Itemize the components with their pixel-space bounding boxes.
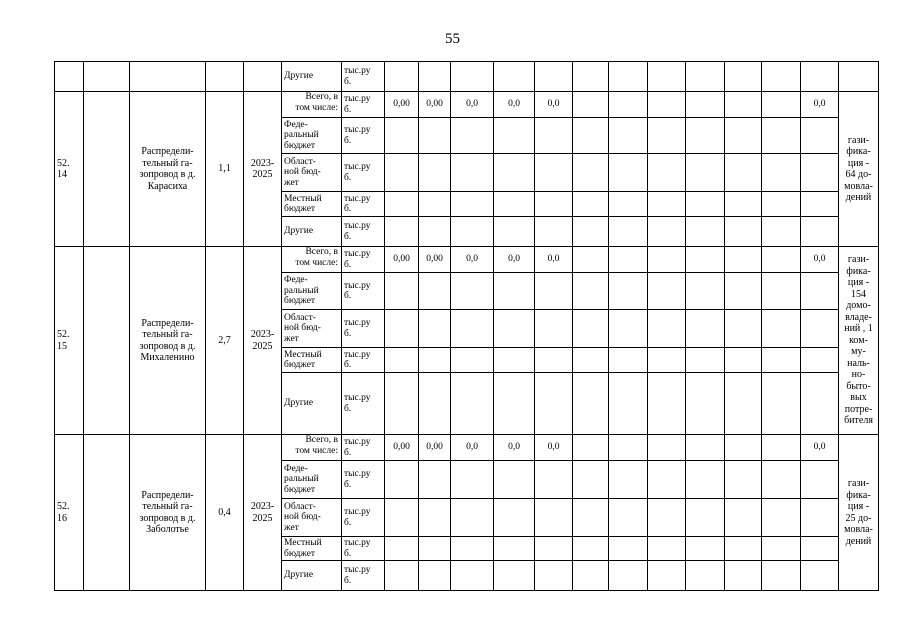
- project-length: 2,7: [206, 247, 244, 435]
- empty-cell: [609, 192, 648, 217]
- empty-cell: [573, 373, 609, 435]
- empty-cell: [494, 118, 535, 154]
- empty-cell: [419, 217, 451, 247]
- funding-source: Всего, в том числе:: [282, 92, 342, 118]
- funding-source: Всего, в том числе:: [282, 247, 342, 273]
- empty-cell: [801, 310, 839, 348]
- unit-cell: тыс.ру б.: [342, 217, 385, 247]
- empty-cell: [535, 561, 573, 591]
- funding-source: Другие: [282, 373, 342, 435]
- empty-cell: [494, 348, 535, 373]
- project-length: 1,1: [206, 92, 244, 247]
- empty-cell: [762, 92, 801, 118]
- project-index: 52. 14: [55, 92, 84, 247]
- empty-cell: [84, 92, 130, 247]
- value-cell: 0,0: [535, 247, 573, 273]
- empty-cell: [686, 461, 725, 499]
- value-cell: 0,00: [385, 92, 419, 118]
- value-cell: 0,0: [451, 92, 494, 118]
- empty-cell: [535, 62, 573, 92]
- empty-cell: [451, 192, 494, 217]
- empty-cell: [762, 499, 801, 537]
- empty-cell: [385, 192, 419, 217]
- empty-cell: [573, 499, 609, 537]
- value-cell: 0,00: [419, 435, 451, 461]
- empty-cell: [686, 154, 725, 192]
- project-result: гази- фика- ция - 64 до- мовла- дений: [839, 92, 879, 247]
- empty-cell: [648, 118, 686, 154]
- empty-cell: [494, 62, 535, 92]
- empty-cell: [84, 62, 130, 92]
- empty-cell: [609, 92, 648, 118]
- unit-cell: тыс.ру б.: [342, 537, 385, 561]
- unit-cell: тыс.ру б.: [342, 348, 385, 373]
- result-cell-empty: [839, 62, 879, 92]
- empty-cell: [451, 217, 494, 247]
- empty-cell: [494, 499, 535, 537]
- funding-source: Феде- ральный бюджет: [282, 273, 342, 310]
- empty-cell: [648, 154, 686, 192]
- empty-cell: [762, 537, 801, 561]
- empty-cell: [609, 118, 648, 154]
- project-years: 2023- 2025: [244, 435, 282, 591]
- empty-cell: [535, 461, 573, 499]
- empty-cell: [494, 537, 535, 561]
- empty-cell: [451, 118, 494, 154]
- empty-cell: [801, 537, 839, 561]
- unit-cell: тыс.ру б.: [342, 154, 385, 192]
- empty-cell: [535, 348, 573, 373]
- empty-cell: [762, 118, 801, 154]
- empty-cell: [762, 192, 801, 217]
- empty-cell: [573, 62, 609, 92]
- value-cell: 0,00: [419, 247, 451, 273]
- empty-cell: [801, 499, 839, 537]
- unit-cell: тыс.ру б.: [342, 247, 385, 273]
- empty-cell: [573, 348, 609, 373]
- empty-cell: [648, 537, 686, 561]
- empty-cell: [535, 310, 573, 348]
- empty-cell: [573, 273, 609, 310]
- funding-source: Другие: [282, 561, 342, 591]
- empty-cell: [494, 310, 535, 348]
- table-row: [55, 247, 879, 273]
- empty-cell: [801, 118, 839, 154]
- unit-cell: тыс.ру б.: [342, 62, 385, 92]
- empty-cell: [535, 373, 573, 435]
- empty-cell: [686, 217, 725, 247]
- empty-cell: [573, 435, 609, 461]
- empty-cell: [535, 273, 573, 310]
- empty-cell: [801, 62, 839, 92]
- empty-cell: [573, 92, 609, 118]
- empty-cell: [762, 62, 801, 92]
- funding-source: Местный бюджет: [282, 348, 342, 373]
- empty-cell: [609, 537, 648, 561]
- empty-cell: [801, 154, 839, 192]
- empty-cell: [451, 561, 494, 591]
- empty-cell: [55, 62, 84, 92]
- value-cell: 0,00: [385, 435, 419, 461]
- project-result: гази- фика- ция - 25 до- мовла- дений: [839, 435, 879, 591]
- empty-cell: [648, 273, 686, 310]
- empty-cell: [762, 273, 801, 310]
- funding-source: Област- ной бюд- жет: [282, 154, 342, 192]
- empty-cell: [419, 62, 451, 92]
- empty-cell: [609, 435, 648, 461]
- unit-cell: тыс.ру б.: [342, 92, 385, 118]
- empty-cell: [648, 561, 686, 591]
- empty-cell: [385, 273, 419, 310]
- empty-cell: [648, 62, 686, 92]
- empty-cell: [686, 499, 725, 537]
- empty-cell: [244, 62, 282, 92]
- empty-cell: [725, 118, 762, 154]
- project-years: 2023- 2025: [244, 247, 282, 435]
- value-cell: 0,0: [801, 435, 839, 461]
- empty-cell: [535, 537, 573, 561]
- empty-cell: [762, 154, 801, 192]
- source-cell: Другие: [282, 62, 342, 92]
- empty-cell: [419, 273, 451, 310]
- empty-cell: [725, 537, 762, 561]
- empty-cell: [494, 273, 535, 310]
- empty-cell: [385, 373, 419, 435]
- funding-source: Област- ной бюд- жет: [282, 499, 342, 537]
- empty-cell: [573, 461, 609, 499]
- empty-cell: [609, 154, 648, 192]
- empty-cell: [451, 310, 494, 348]
- value-cell: 0,0: [451, 247, 494, 273]
- project-index: 52. 16: [55, 435, 84, 591]
- project-index: 52. 15: [55, 247, 84, 435]
- empty-cell: [451, 348, 494, 373]
- empty-cell: [385, 348, 419, 373]
- empty-cell: [725, 561, 762, 591]
- empty-cell: [725, 62, 762, 92]
- value-cell: 0,00: [419, 92, 451, 118]
- empty-cell: [419, 461, 451, 499]
- empty-cell: [648, 499, 686, 537]
- table-row: [55, 92, 879, 118]
- value-cell: 0,0: [494, 247, 535, 273]
- empty-cell: [725, 310, 762, 348]
- empty-cell: [725, 217, 762, 247]
- value-cell: 0,0: [494, 435, 535, 461]
- table-row-carryover: [55, 62, 879, 92]
- empty-cell: [419, 561, 451, 591]
- empty-cell: [648, 92, 686, 118]
- empty-cell: [84, 247, 130, 435]
- empty-cell: [609, 561, 648, 591]
- empty-cell: [573, 561, 609, 591]
- empty-cell: [686, 373, 725, 435]
- empty-cell: [609, 247, 648, 273]
- project-length: 0,4: [206, 435, 244, 591]
- empty-cell: [385, 537, 419, 561]
- empty-cell: [762, 435, 801, 461]
- empty-cell: [609, 348, 648, 373]
- empty-cell: [573, 310, 609, 348]
- empty-cell: [762, 310, 801, 348]
- empty-cell: [385, 310, 419, 348]
- empty-cell: [419, 154, 451, 192]
- empty-cell: [725, 435, 762, 461]
- empty-cell: [385, 561, 419, 591]
- empty-cell: [385, 62, 419, 92]
- empty-cell: [451, 62, 494, 92]
- empty-cell: [451, 537, 494, 561]
- empty-cell: [686, 561, 725, 591]
- empty-cell: [419, 310, 451, 348]
- empty-cell: [648, 435, 686, 461]
- empty-cell: [762, 373, 801, 435]
- empty-cell: [648, 373, 686, 435]
- empty-cell: [385, 217, 419, 247]
- empty-cell: [419, 118, 451, 154]
- empty-cell: [686, 247, 725, 273]
- empty-cell: [609, 310, 648, 348]
- empty-cell: [535, 154, 573, 192]
- empty-cell: [419, 499, 451, 537]
- funding-source: Всего, в том числе:: [282, 435, 342, 461]
- funding-source: Феде- ральный бюджет: [282, 461, 342, 499]
- value-cell: 0,0: [451, 435, 494, 461]
- empty-cell: [762, 561, 801, 591]
- project-name: Распредели- тельный га- зопровод в д. Михаленино: [130, 247, 206, 435]
- empty-cell: [801, 217, 839, 247]
- empty-cell: [801, 373, 839, 435]
- empty-cell: [609, 461, 648, 499]
- project-result: гази- фика- ция - 154 домо- владе- ний , 1 ком- му- наль- но- быто- вых потре- бителя: [839, 247, 879, 435]
- empty-cell: [762, 461, 801, 499]
- empty-cell: [573, 537, 609, 561]
- empty-cell: [494, 561, 535, 591]
- empty-cell: [686, 118, 725, 154]
- empty-cell: [573, 247, 609, 273]
- empty-cell: [686, 310, 725, 348]
- empty-cell: [609, 499, 648, 537]
- empty-cell: [451, 499, 494, 537]
- empty-cell: [385, 461, 419, 499]
- unit-cell: тыс.ру б.: [342, 435, 385, 461]
- empty-cell: [686, 435, 725, 461]
- empty-cell: [725, 92, 762, 118]
- empty-cell: [419, 192, 451, 217]
- value-cell: 0,0: [801, 92, 839, 118]
- empty-cell: [494, 461, 535, 499]
- empty-cell: [725, 273, 762, 310]
- unit-cell: тыс.ру б.: [342, 461, 385, 499]
- unit-cell: тыс.ру б.: [342, 118, 385, 154]
- empty-cell: [451, 273, 494, 310]
- empty-cell: [573, 192, 609, 217]
- empty-cell: [762, 247, 801, 273]
- empty-cell: [801, 273, 839, 310]
- empty-cell: [535, 192, 573, 217]
- empty-cell: [648, 461, 686, 499]
- empty-cell: [130, 62, 206, 92]
- empty-cell: [535, 118, 573, 154]
- empty-cell: [494, 192, 535, 217]
- empty-cell: [801, 461, 839, 499]
- empty-cell: [451, 373, 494, 435]
- funding-source: Област- ной бюд- жет: [282, 310, 342, 348]
- table-row: [55, 435, 879, 461]
- unit-cell: тыс.ру б.: [342, 192, 385, 217]
- unit-cell: тыс.ру б.: [342, 310, 385, 348]
- unit-cell: тыс.ру б.: [342, 273, 385, 310]
- project-name: Распредели- тельный га- зопровод в д. Заболотье: [130, 435, 206, 591]
- empty-cell: [494, 154, 535, 192]
- empty-cell: [762, 348, 801, 373]
- empty-cell: [494, 217, 535, 247]
- empty-cell: [725, 461, 762, 499]
- empty-cell: [648, 217, 686, 247]
- empty-cell: [686, 348, 725, 373]
- empty-cell: [725, 247, 762, 273]
- unit-cell: тыс.ру б.: [342, 561, 385, 591]
- empty-cell: [451, 461, 494, 499]
- empty-cell: [573, 154, 609, 192]
- empty-cell: [725, 499, 762, 537]
- funding-source: Местный бюджет: [282, 192, 342, 217]
- empty-cell: [494, 373, 535, 435]
- value-cell: 0,0: [801, 247, 839, 273]
- empty-cell: [609, 373, 648, 435]
- funding-source: Местный бюджет: [282, 537, 342, 561]
- page-number: 55: [445, 31, 460, 47]
- value-cell: 0,0: [535, 92, 573, 118]
- empty-cell: [385, 118, 419, 154]
- empty-cell: [648, 192, 686, 217]
- project-name: Распредели- тельный га- зопровод в д. Карасиха: [130, 92, 206, 247]
- empty-cell: [573, 118, 609, 154]
- empty-cell: [535, 217, 573, 247]
- empty-cell: [385, 499, 419, 537]
- empty-cell: [648, 247, 686, 273]
- budget-table: [54, 61, 879, 591]
- empty-cell: [84, 435, 130, 591]
- funding-source: Другие: [282, 217, 342, 247]
- value-cell: 0,00: [385, 247, 419, 273]
- project-years: 2023- 2025: [244, 92, 282, 247]
- empty-cell: [725, 192, 762, 217]
- empty-cell: [609, 62, 648, 92]
- empty-cell: [419, 348, 451, 373]
- unit-cell: тыс.ру б.: [342, 499, 385, 537]
- empty-cell: [686, 92, 725, 118]
- value-cell: 0,0: [494, 92, 535, 118]
- empty-cell: [206, 62, 244, 92]
- funding-source: Феде- ральный бюджет: [282, 118, 342, 154]
- empty-cell: [801, 192, 839, 217]
- empty-cell: [648, 348, 686, 373]
- unit-cell: тыс.ру б.: [342, 373, 385, 435]
- empty-cell: [648, 310, 686, 348]
- empty-cell: [451, 154, 494, 192]
- empty-cell: [419, 373, 451, 435]
- empty-cell: [801, 561, 839, 591]
- empty-cell: [573, 217, 609, 247]
- empty-cell: [609, 273, 648, 310]
- value-cell: 0,0: [535, 435, 573, 461]
- empty-cell: [686, 537, 725, 561]
- empty-cell: [419, 537, 451, 561]
- empty-cell: [801, 348, 839, 373]
- empty-cell: [609, 217, 648, 247]
- empty-cell: [725, 373, 762, 435]
- empty-cell: [535, 499, 573, 537]
- empty-cell: [686, 192, 725, 217]
- empty-cell: [762, 217, 801, 247]
- empty-cell: [725, 154, 762, 192]
- empty-cell: [686, 273, 725, 310]
- empty-cell: [725, 348, 762, 373]
- empty-cell: [686, 62, 725, 92]
- empty-cell: [385, 154, 419, 192]
